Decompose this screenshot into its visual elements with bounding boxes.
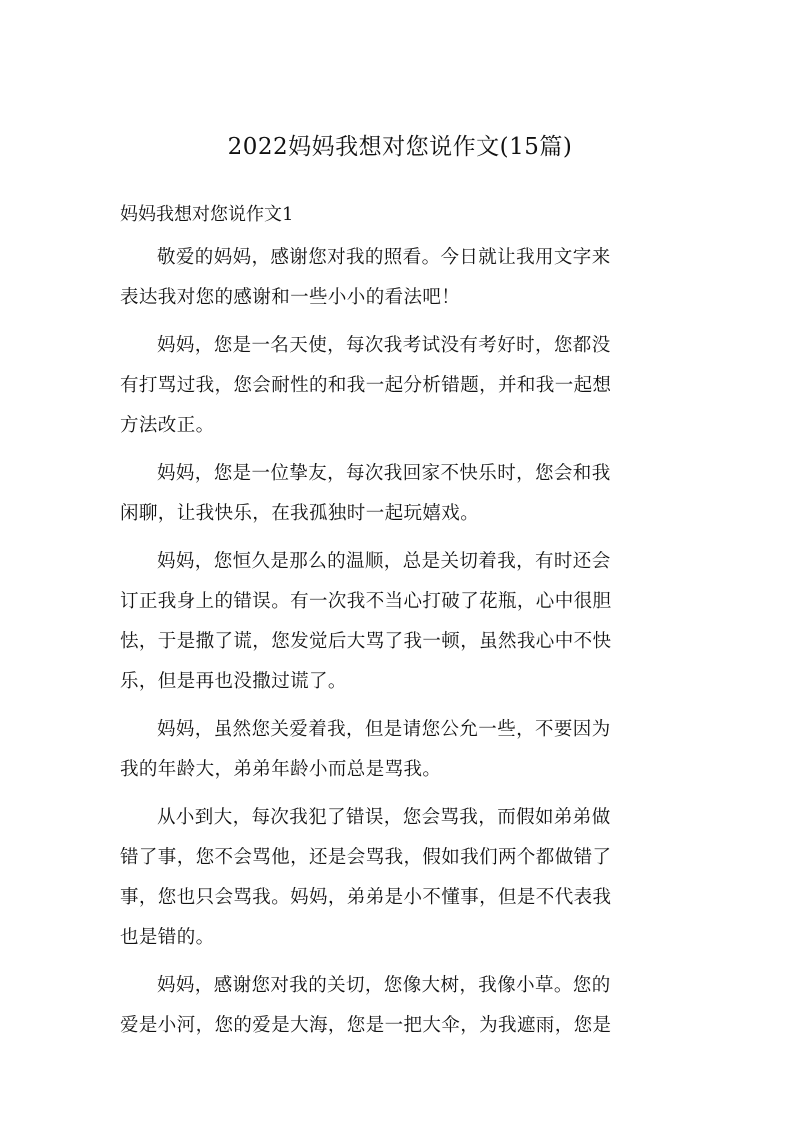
paragraph-line: 乐，但是再也没撒过谎了。 [120, 671, 347, 692]
paragraph-line: 订正我身上的错误。有一次我不当心打破了花瓶，心中很胆 [120, 591, 612, 612]
paragraph [120, 542, 682, 702]
document-body [120, 196, 682, 1054]
paragraph-line: 妈妈，虽然您关爱着我，但是请您公允一些，不要因为 [157, 719, 611, 740]
paragraph [120, 710, 682, 790]
paragraph-line: 敬爱的妈妈，感谢您对我的照看。今日就让我用文字来 [157, 247, 611, 268]
document-title: 2022妈妈我想对您说作文(15篇) [227, 134, 573, 160]
paragraph [120, 238, 682, 318]
paragraph-line: 怯，于是撒了谎，您发觉后大骂了我一顿，虽然我心中不快 [120, 631, 612, 652]
paragraph-line: 也是错的。 [120, 927, 215, 948]
paragraph [120, 966, 682, 1046]
paragraph-line: 妈妈，您是一位挚友，每次我回家不快乐时，您会和我 [157, 463, 611, 484]
section-subtitle: 妈妈我想对您说作文1 [120, 204, 294, 225]
paragraph-line: 我的年龄大，弟弟年龄小而总是骂我。 [120, 759, 442, 780]
paragraph-line: 妈妈，您恒久是那么的温顺，总是关切着我，有时还会 [157, 551, 611, 572]
paragraph-line: 爱是小河，您的爱是大海，您是一把大伞，为我遮雨，您是 [120, 1015, 612, 1036]
paragraph-line: 错了事，您不会骂他，还是会骂我，假如我们两个都做错了 [120, 847, 612, 868]
paragraph-line: 妈妈，感谢您对我的关切，您像大树，我像小草。您的 [157, 975, 611, 996]
paragraph [120, 454, 682, 534]
paragraph-line: 闲聊，让我快乐，在我孤独时一起玩嬉戏。 [120, 503, 480, 524]
paragraph-line: 有打骂过我，您会耐性的和我一起分析错题，并和我一起想 [120, 375, 612, 396]
paragraph [120, 798, 682, 958]
paragraph-line: 方法改正。 [120, 415, 215, 436]
paragraph-line: 事，您也只会骂我。妈妈，弟弟是小不懂事，但是不代表我 [120, 887, 612, 908]
paragraph-line: 从小到大，每次我犯了错误，您会骂我，而假如弟弟做 [157, 807, 611, 828]
paragraph-line: 妈妈，您是一名天使，每次我考试没有考好时，您都没 [157, 335, 611, 356]
paragraph-line: 表达我对您的感谢和一些小小的看法吧！ [120, 287, 461, 308]
paragraph [120, 326, 682, 446]
